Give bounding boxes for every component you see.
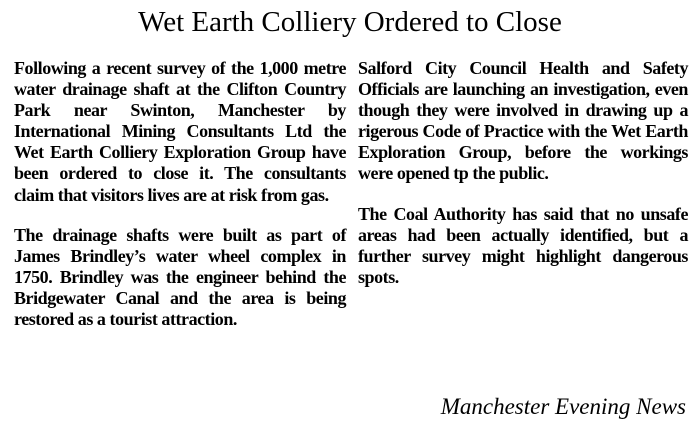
paragraph-coal-authority: The Coal Authority has said that no unsafe areas had been actually identified, but a further survey might highlight dangerous spots. bbox=[358, 203, 688, 287]
paragraph-brindley: The drainage shafts were built as part of James Brindley’s water wheel complex in 1750. Brindley was the engineer behind the Bridgewater Canal and the area is being restored as a tourist attraction. bbox=[14, 224, 346, 330]
right-column bbox=[358, 58, 688, 307]
source-attribution: Manchester Evening News bbox=[440, 394, 686, 419]
left-column bbox=[14, 58, 346, 349]
article-headline: Wet Earth Colliery Ordered to Close bbox=[138, 6, 562, 38]
paragraph-council: Salford City Council Health and Safety Officials are launching an investigation, even though they were involved in drawing up a rigerous Code of Practice with the Wet Earth Exploration Group, before the workings were opened tp the public. bbox=[358, 58, 688, 184]
paragraph-survey: Following a recent survey of the 1,000 metre water drainage shaft at the Clifton Country Park near Swinton, Manchester by International Mining Consultants Ltd the Wet Earth Colliery Exploration Group have been ordered to close it. The consultants claim that visitors lives are at risk from gas. bbox=[14, 58, 346, 205]
